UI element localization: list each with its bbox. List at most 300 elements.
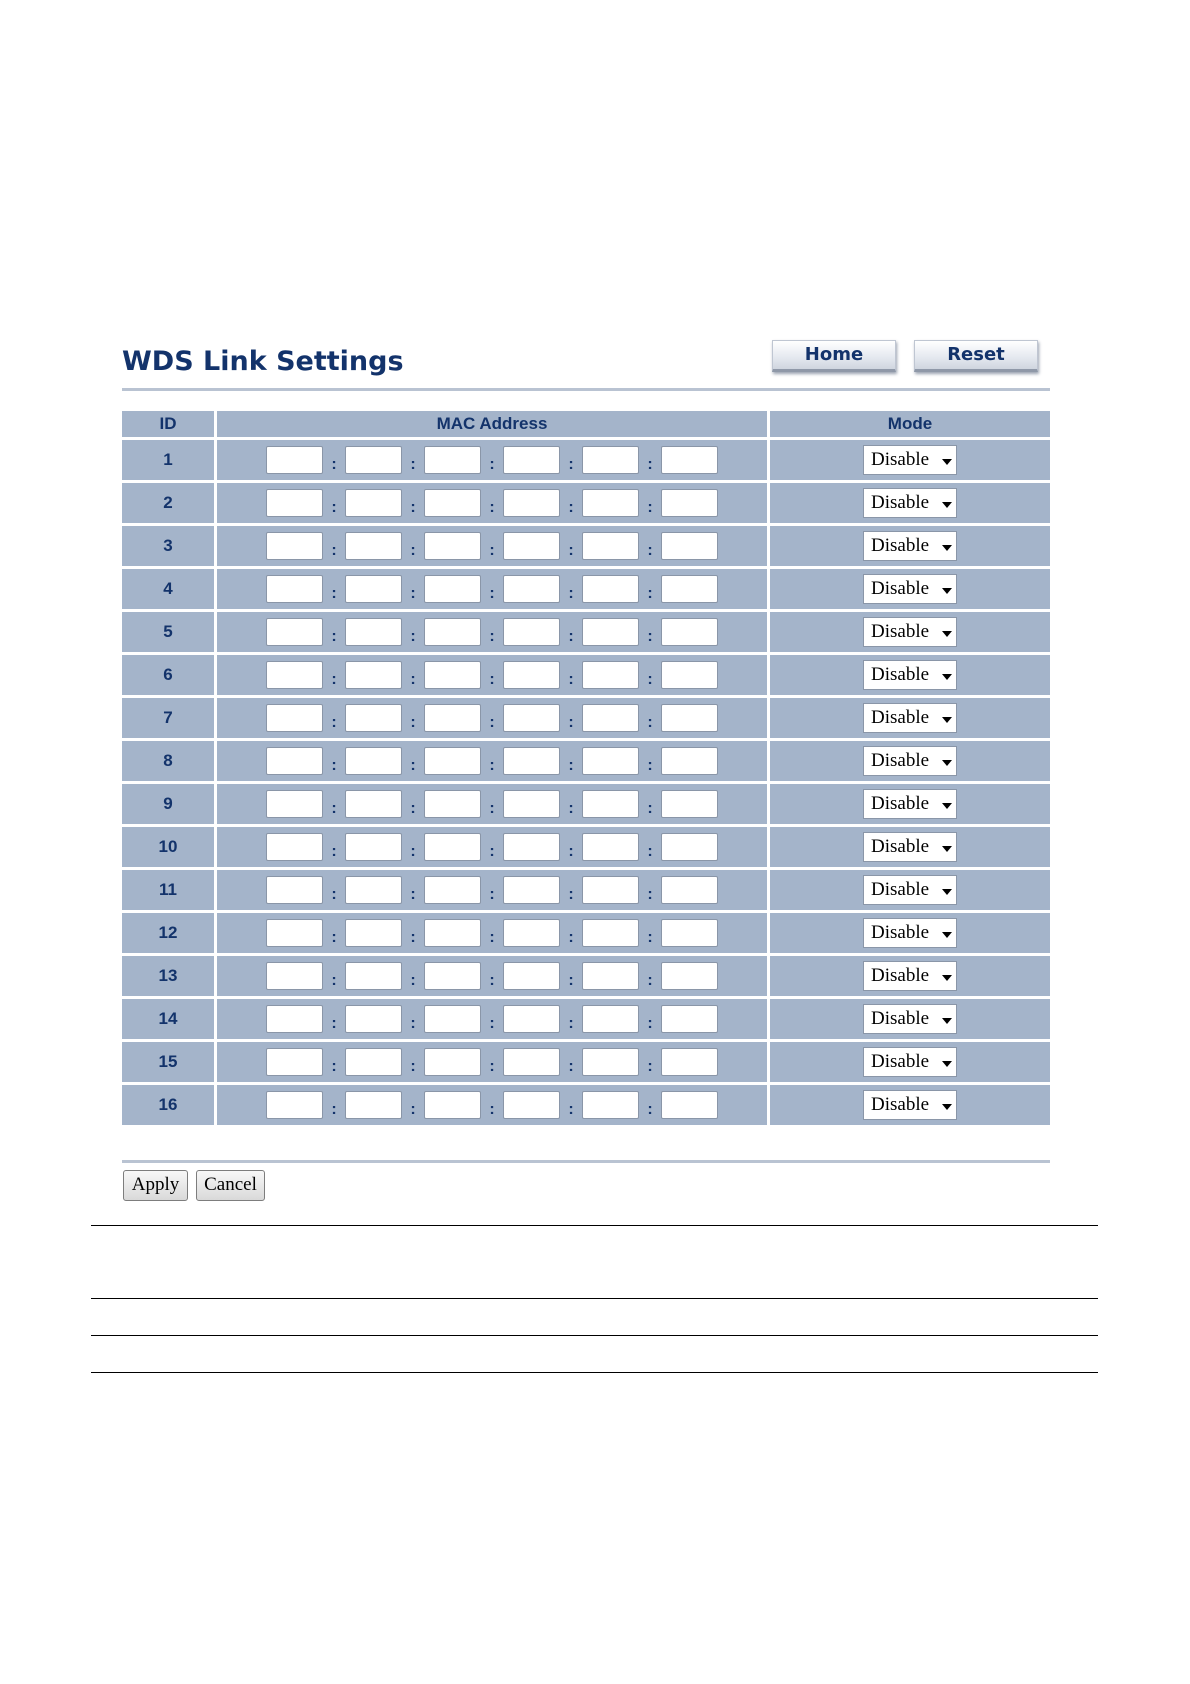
table-row (122, 440, 1050, 480)
mac-separator: : (410, 843, 416, 860)
mac-separator: : (489, 886, 495, 903)
mac-separator: : (331, 843, 337, 860)
table-row (122, 483, 1050, 523)
mac-separator: : (331, 1058, 337, 1075)
mac-address-cell (217, 999, 770, 1039)
mac-separator: : (489, 1101, 495, 1118)
row-id: 11 (122, 870, 217, 910)
mac-octet-input[interactable] (424, 747, 481, 775)
mac-octet-input[interactable] (582, 575, 639, 603)
mac-octet-input[interactable] (582, 446, 639, 474)
mac-address-cell (217, 526, 770, 566)
mac-separator: : (331, 886, 337, 903)
row-id: 13 (122, 956, 217, 996)
mac-separator: : (410, 1015, 416, 1032)
mac-octet-input[interactable] (266, 833, 323, 861)
chevron-down-icon (942, 889, 952, 895)
mac-separator: : (331, 929, 337, 946)
mode-select[interactable] (863, 574, 957, 604)
mac-octet-input[interactable] (661, 1005, 718, 1033)
mac-octet-input[interactable] (503, 575, 560, 603)
table-row (122, 526, 1050, 566)
mac-octet-input[interactable] (582, 618, 639, 646)
mac-separator: : (647, 1058, 653, 1075)
table-body (122, 440, 1050, 1125)
chevron-down-icon (942, 1018, 952, 1024)
mode-value: Disable (871, 492, 930, 513)
mac-separator: : (489, 972, 495, 989)
mode-select[interactable] (863, 660, 957, 690)
mode-cell (770, 655, 1050, 695)
mac-octet-input[interactable] (345, 575, 402, 603)
row-id: 3 (122, 526, 217, 566)
mode-select[interactable] (863, 832, 957, 862)
mac-separator: : (331, 542, 337, 559)
mode-value: Disable (871, 621, 930, 642)
column-header-id: ID (122, 411, 217, 437)
mac-octet-input[interactable] (661, 661, 718, 689)
mode-cell (770, 827, 1050, 867)
mac-separator: : (568, 542, 574, 559)
table-row (122, 741, 1050, 781)
table-row (122, 655, 1050, 695)
mac-address-cell (217, 440, 770, 480)
page-divider (91, 1298, 1098, 1299)
mac-octet-input[interactable] (503, 1091, 560, 1119)
mac-separator: : (331, 1101, 337, 1118)
mac-separator: : (410, 456, 416, 473)
mac-address-cell (217, 827, 770, 867)
mode-cell (770, 956, 1050, 996)
page-divider (91, 1372, 1098, 1373)
mode-cell (770, 870, 1050, 910)
mode-cell (770, 784, 1050, 824)
table-row (122, 956, 1050, 996)
mac-octet-input[interactable] (345, 747, 402, 775)
mac-octet-input[interactable] (424, 704, 481, 732)
mac-octet-input[interactable] (661, 1048, 718, 1076)
mac-octet-input[interactable] (266, 618, 323, 646)
mac-octet-input[interactable] (424, 618, 481, 646)
mac-octet-input[interactable] (345, 1005, 402, 1033)
mac-octet-input[interactable] (424, 833, 481, 861)
mac-octet-input[interactable] (266, 446, 323, 474)
mac-separator: : (331, 628, 337, 645)
mode-value: Disable (871, 707, 930, 728)
mac-separator: : (331, 456, 337, 473)
chevron-down-icon (942, 975, 952, 981)
mac-address-cell (217, 784, 770, 824)
mac-separator: : (489, 456, 495, 473)
mac-octet-input[interactable] (266, 704, 323, 732)
mode-value: Disable (871, 965, 930, 986)
mac-address-cell (217, 612, 770, 652)
mac-address-group (217, 747, 767, 775)
mode-select[interactable] (863, 1090, 957, 1120)
mac-address-group (217, 962, 767, 990)
mac-octet-input[interactable] (266, 575, 323, 603)
mac-octet-input[interactable] (661, 575, 718, 603)
mac-separator: : (410, 1058, 416, 1075)
mac-separator: : (568, 800, 574, 817)
mac-address-group (217, 1091, 767, 1119)
reset-button[interactable]: Reset (914, 340, 1038, 372)
mac-separator: : (647, 456, 653, 473)
mode-select[interactable] (863, 531, 957, 561)
mac-separator: : (568, 456, 574, 473)
mac-octet-input[interactable] (582, 919, 639, 947)
wds-link-table (122, 408, 1050, 1128)
mac-octet-input[interactable] (345, 876, 402, 904)
mac-address-group (217, 532, 767, 560)
mac-address-cell (217, 483, 770, 523)
mode-value: Disable (871, 922, 930, 943)
chevron-down-icon (942, 674, 952, 680)
mac-separator: : (410, 542, 416, 559)
cancel-button[interactable]: Cancel (196, 1170, 265, 1201)
mac-separator: : (410, 585, 416, 602)
mac-separator: : (568, 972, 574, 989)
mac-octet-input[interactable] (582, 661, 639, 689)
mode-cell (770, 440, 1050, 480)
mac-separator: : (489, 757, 495, 774)
mac-address-group (217, 661, 767, 689)
row-id: 2 (122, 483, 217, 523)
row-id: 12 (122, 913, 217, 953)
mac-address-group (217, 575, 767, 603)
mode-select[interactable] (863, 445, 957, 475)
mode-cell (770, 698, 1050, 738)
mac-separator: : (410, 972, 416, 989)
table-row (122, 870, 1050, 910)
mac-octet-input[interactable] (503, 962, 560, 990)
chevron-down-icon (942, 631, 952, 637)
mode-value: Disable (871, 1094, 930, 1115)
mode-select[interactable] (863, 488, 957, 518)
mode-cell (770, 1085, 1050, 1125)
mac-octet-input[interactable] (661, 532, 718, 560)
mac-separator: : (568, 1101, 574, 1118)
mac-octet-input[interactable] (266, 1048, 323, 1076)
mac-octet-input[interactable] (266, 919, 323, 947)
home-button[interactable]: Home (772, 340, 896, 372)
mac-separator: : (647, 671, 653, 688)
row-id: 14 (122, 999, 217, 1039)
mac-octet-input[interactable] (266, 790, 323, 818)
table-row (122, 784, 1050, 824)
mac-address-group (217, 790, 767, 818)
mac-separator: : (568, 843, 574, 860)
chevron-down-icon (942, 803, 952, 809)
mac-octet-input[interactable] (424, 1091, 481, 1119)
mac-separator: : (568, 1058, 574, 1075)
mac-octet-input[interactable] (424, 532, 481, 560)
mac-octet-input[interactable] (424, 919, 481, 947)
mac-octet-input[interactable] (582, 876, 639, 904)
chevron-down-icon (942, 717, 952, 723)
mac-address-group (217, 446, 767, 474)
mac-octet-input[interactable] (661, 747, 718, 775)
mac-octet-input[interactable] (266, 962, 323, 990)
mac-octet-input[interactable] (503, 1048, 560, 1076)
mac-octet-input[interactable] (345, 1048, 402, 1076)
page-divider (91, 1225, 1098, 1226)
mode-cell (770, 1042, 1050, 1082)
table-row (122, 999, 1050, 1039)
mac-separator: : (568, 929, 574, 946)
mac-octet-input[interactable] (345, 833, 402, 861)
mac-separator: : (410, 714, 416, 731)
mac-octet-input[interactable] (503, 833, 560, 861)
mac-separator: : (331, 1015, 337, 1032)
mac-octet-input[interactable] (503, 1005, 560, 1033)
mac-separator: : (410, 628, 416, 645)
mac-separator: : (410, 800, 416, 817)
mac-octet-input[interactable] (661, 790, 718, 818)
mac-separator: : (647, 628, 653, 645)
mode-select[interactable] (863, 617, 957, 647)
mac-separator: : (568, 585, 574, 602)
mac-separator: : (410, 757, 416, 774)
mac-octet-input[interactable] (345, 790, 402, 818)
chevron-down-icon (942, 502, 952, 508)
mac-address-group (217, 833, 767, 861)
mac-separator: : (489, 929, 495, 946)
mac-octet-input[interactable] (266, 1091, 323, 1119)
mac-octet-input[interactable] (424, 876, 481, 904)
mac-address-cell (217, 569, 770, 609)
row-id: 7 (122, 698, 217, 738)
mac-octet-input[interactable] (424, 1048, 481, 1076)
mac-separator: : (331, 499, 337, 516)
mac-octet-input[interactable] (582, 1048, 639, 1076)
chevron-down-icon (942, 932, 952, 938)
mac-octet-input[interactable] (582, 833, 639, 861)
mac-octet-input[interactable] (266, 747, 323, 775)
table-row (122, 1085, 1050, 1125)
mac-address-cell (217, 913, 770, 953)
mac-octet-input[interactable] (266, 661, 323, 689)
mac-octet-input[interactable] (345, 618, 402, 646)
mode-cell (770, 741, 1050, 781)
mac-separator: : (568, 671, 574, 688)
mac-octet-input[interactable] (582, 532, 639, 560)
mac-address-group (217, 489, 767, 517)
mac-separator: : (410, 886, 416, 903)
mac-separator: : (647, 1015, 653, 1032)
mac-octet-input[interactable] (503, 747, 560, 775)
mode-value: Disable (871, 449, 930, 470)
mac-octet-input[interactable] (503, 618, 560, 646)
mac-octet-input[interactable] (345, 532, 402, 560)
chevron-down-icon (942, 846, 952, 852)
mode-select[interactable] (863, 746, 957, 776)
row-id: 16 (122, 1085, 217, 1125)
mac-separator: : (410, 1101, 416, 1118)
mac-address-group (217, 704, 767, 732)
mode-select[interactable] (863, 703, 957, 733)
mac-octet-input[interactable] (345, 446, 402, 474)
mac-address-group (217, 1048, 767, 1076)
mac-octet-input[interactable] (503, 532, 560, 560)
apply-button[interactable]: Apply (123, 1170, 188, 1201)
row-id: 8 (122, 741, 217, 781)
mac-octet-input[interactable] (424, 489, 481, 517)
mac-separator: : (489, 499, 495, 516)
mac-separator: : (489, 542, 495, 559)
mac-octet-input[interactable] (661, 489, 718, 517)
mode-select[interactable] (863, 961, 957, 991)
footer-divider (122, 1160, 1050, 1163)
mode-cell (770, 526, 1050, 566)
mac-octet-input[interactable] (503, 446, 560, 474)
mac-octet-input[interactable] (345, 661, 402, 689)
mac-separator: : (647, 1101, 653, 1118)
mac-octet-input[interactable] (582, 1005, 639, 1033)
mac-octet-input[interactable] (582, 790, 639, 818)
table-row (122, 612, 1050, 652)
chevron-down-icon (942, 459, 952, 465)
table-row (122, 698, 1050, 738)
mac-separator: : (647, 499, 653, 516)
page-title: WDS Link Settings (122, 346, 404, 377)
mac-octet-input[interactable] (661, 1091, 718, 1119)
row-id: 9 (122, 784, 217, 824)
mac-octet-input[interactable] (661, 704, 718, 732)
mac-separator: : (568, 499, 574, 516)
mac-separator: : (647, 757, 653, 774)
mode-value: Disable (871, 879, 930, 900)
mac-separator: : (331, 972, 337, 989)
mac-octet-input[interactable] (424, 1005, 481, 1033)
column-header-mode: Mode (770, 411, 1050, 437)
mac-separator: : (647, 929, 653, 946)
mac-separator: : (331, 757, 337, 774)
mac-octet-input[interactable] (503, 704, 560, 732)
mac-separator: : (410, 671, 416, 688)
mac-octet-input[interactable] (503, 919, 560, 947)
page-divider (91, 1335, 1098, 1336)
row-id: 15 (122, 1042, 217, 1082)
mac-separator: : (489, 628, 495, 645)
row-id: 1 (122, 440, 217, 480)
mac-separator: : (489, 800, 495, 817)
mac-octet-input[interactable] (503, 790, 560, 818)
mac-separator: : (410, 929, 416, 946)
mac-separator: : (647, 843, 653, 860)
mac-octet-input[interactable] (582, 962, 639, 990)
mac-separator: : (568, 1015, 574, 1032)
mac-octet-input[interactable] (424, 790, 481, 818)
mac-separator: : (489, 1015, 495, 1032)
mac-octet-input[interactable] (582, 747, 639, 775)
mode-select[interactable] (863, 1047, 957, 1077)
mac-separator: : (647, 972, 653, 989)
mac-octet-input[interactable] (582, 489, 639, 517)
mode-value: Disable (871, 1008, 930, 1029)
header-divider (122, 388, 1050, 391)
chevron-down-icon (942, 1061, 952, 1067)
mode-select[interactable] (863, 875, 957, 905)
mac-address-cell (217, 1085, 770, 1125)
table-header-row (122, 411, 1050, 437)
mode-cell (770, 483, 1050, 523)
mode-value: Disable (871, 836, 930, 857)
mac-octet-input[interactable] (503, 489, 560, 517)
mac-octet-input[interactable] (424, 446, 481, 474)
mac-octet-input[interactable] (266, 489, 323, 517)
table-row (122, 827, 1050, 867)
mac-address-group (217, 1005, 767, 1033)
mac-octet-input[interactable] (661, 446, 718, 474)
mac-octet-input[interactable] (661, 919, 718, 947)
mac-address-cell (217, 956, 770, 996)
table-row (122, 913, 1050, 953)
mac-octet-input[interactable] (345, 704, 402, 732)
mac-address-group (217, 618, 767, 646)
mac-octet-input[interactable] (661, 833, 718, 861)
mac-octet-input[interactable] (661, 876, 718, 904)
mac-separator: : (568, 886, 574, 903)
mode-select[interactable] (863, 789, 957, 819)
mac-address-cell (217, 741, 770, 781)
mode-value: Disable (871, 750, 930, 771)
mac-separator: : (647, 585, 653, 602)
mac-octet-input[interactable] (345, 962, 402, 990)
mac-octet-input[interactable] (266, 532, 323, 560)
mode-select[interactable] (863, 1004, 957, 1034)
mode-value: Disable (871, 535, 930, 556)
mac-separator: : (647, 542, 653, 559)
mac-octet-input[interactable] (582, 1091, 639, 1119)
mac-address-group (217, 876, 767, 904)
mode-cell (770, 569, 1050, 609)
row-id: 4 (122, 569, 217, 609)
mode-cell (770, 999, 1050, 1039)
mac-octet-input[interactable] (345, 919, 402, 947)
mac-octet-input[interactable] (661, 618, 718, 646)
mac-octet-input[interactable] (661, 962, 718, 990)
mac-separator: : (489, 671, 495, 688)
chevron-down-icon (942, 545, 952, 551)
mac-separator: : (647, 714, 653, 731)
mac-octet-input[interactable] (266, 876, 323, 904)
chevron-down-icon (942, 760, 952, 766)
mac-octet-input[interactable] (582, 704, 639, 732)
mac-octet-input[interactable] (345, 1091, 402, 1119)
mac-octet-input[interactable] (424, 962, 481, 990)
row-id: 5 (122, 612, 217, 652)
mode-value: Disable (871, 578, 930, 599)
mac-octet-input[interactable] (424, 661, 481, 689)
mac-separator: : (331, 585, 337, 602)
mac-octet-input[interactable] (503, 876, 560, 904)
mac-separator: : (331, 671, 337, 688)
mac-address-cell (217, 1042, 770, 1082)
row-id: 6 (122, 655, 217, 695)
table-row (122, 569, 1050, 609)
mac-separator: : (647, 886, 653, 903)
mode-select[interactable] (863, 918, 957, 948)
mac-octet-input[interactable] (345, 489, 402, 517)
mac-octet-input[interactable] (266, 1005, 323, 1033)
mac-separator: : (331, 714, 337, 731)
mac-octet-input[interactable] (424, 575, 481, 603)
mac-separator: : (568, 714, 574, 731)
mode-value: Disable (871, 793, 930, 814)
mac-octet-input[interactable] (503, 661, 560, 689)
mode-cell (770, 913, 1050, 953)
